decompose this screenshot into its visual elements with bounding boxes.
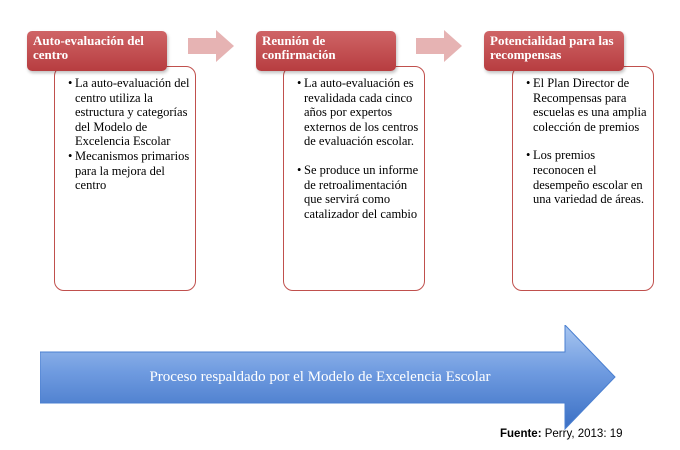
step-2-bullet-2: • Se produce un informe de retroalimentación que servirá como catalizador del cambio [297, 163, 419, 221]
step-3-bullet-1: • El Plan Director de Recompensas para escuelas es una amplia colección de premios [526, 76, 648, 134]
step-2-bullet-1: • La auto-evaluación es revalidada cada cinco años por expertos externos de los centros de evaluación escolar. [297, 76, 419, 149]
source-label: Fuente: [500, 428, 542, 440]
step-1-card [54, 66, 196, 291]
chevron-arrow-2-icon [416, 30, 464, 62]
step-2-header [256, 31, 396, 71]
step-3-card [512, 66, 654, 291]
step-1-bullet-2: • Mecanismos primarios para la mejora del centro [68, 149, 190, 193]
step-1-title: Auto-evaluación del centro [33, 33, 144, 62]
step-2-title: Reunión de confirmación [262, 33, 336, 62]
step-3-header [484, 31, 624, 71]
source-text: Perry, 2013: 19 [541, 428, 623, 440]
step-1-bullet-1: • La auto-evaluación del centro utiliza la estructura y categorías del Modelo de Excelencia Escolar [68, 76, 190, 149]
source-citation [500, 428, 623, 440]
step-2-bullets [297, 76, 419, 221]
step-1-header [27, 31, 167, 71]
process-arrow-label: Proceso respaldado por el Modelo de Excelencia Escolar [149, 369, 491, 385]
step-3-bullet-2: • Los premios reconocen el desempeño escolar en una variedad de áreas. [526, 148, 648, 206]
chevron-arrow-1-icon [188, 30, 236, 62]
step-3-bullets [526, 76, 648, 207]
step-2-card [283, 66, 425, 291]
step-3-title: Potencialidad para las recompensas [490, 33, 614, 62]
step-1-bullets [68, 76, 190, 193]
